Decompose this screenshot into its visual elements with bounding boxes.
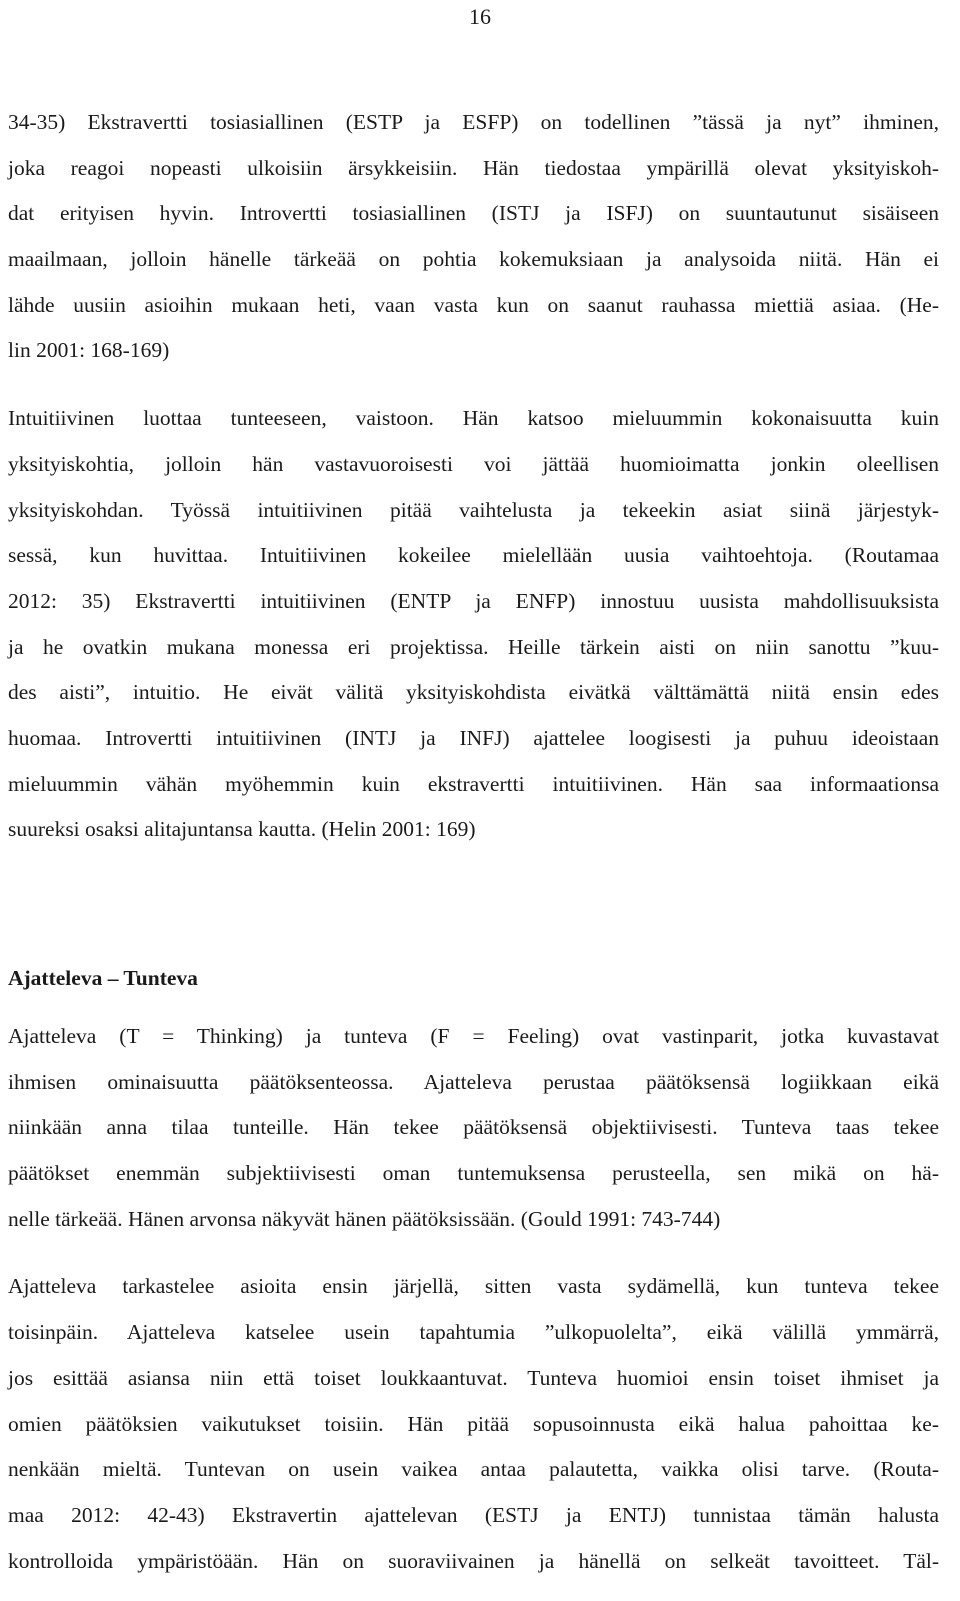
- text-line: Ajatteleva (T = Thinking) ja tunteva (F = Feeling) ovat vastinparit, jotka kuvastavat: [8, 1024, 939, 1048]
- text-line: lähde uusiin asioihin mukaan heti, vaan vasta kun on saanut rauhassa miettiä asiaa. (He-: [8, 292, 939, 317]
- paragraph: [8, 100, 939, 374]
- text-line: lin 2001: 168-169): [8, 338, 170, 363]
- text-line: ihmisen ominaisuutta päätöksenteossa. Ajatteleva perustaa päätöksensä logiikkaan eikä: [8, 1069, 939, 1094]
- text-line: des aisti”, intuitio. He eivät välitä yksityiskohdista eivätkä välttämättä niitä ensin edes: [8, 680, 939, 705]
- text-line: kontrolloida ympäristöään. Hän on suoraviivainen ja hänellä on selkeät tavoitteet. Täl-: [8, 1548, 939, 1573]
- text-line: Intuitiivinen luottaa tunteeseen, vaistoon. Hän katsoo mieluummin kokonaisuutta kuin: [8, 406, 939, 431]
- text-line: huomaa. Introvertti intuitiivinen (INTJ ja INFJ) ajattelee loogisesti ja puhuu ideoistaan: [8, 725, 939, 750]
- section-heading: Ajatteleva – Tunteva: [8, 966, 198, 990]
- text-line: suureksi osaksi alitajuntansa kautta. (Helin 2001: 169): [8, 817, 476, 842]
- paragraph: [8, 1014, 939, 1242]
- text-line: Ajatteleva tarkastelee asioita ensin järjellä, sitten vasta sydämellä, kun tunteva tekee: [8, 1274, 939, 1299]
- text-line: dat erityisen hyvin. Introvertti tosiasiallinen (ISTJ ja ISFJ) on suuntautunut sisäiseen: [8, 201, 939, 226]
- text-line: toisinpäin. Ajatteleva katselee usein tapahtumia ”ulkopuolelta”, eikä välillä ymmärrä,: [8, 1320, 939, 1345]
- text-line: joka reagoi nopeasti ulkoisiin ärsykkeisiin. Hän tiedostaa ympärillä olevat yksityiskoh-: [8, 155, 939, 180]
- text-line: niinkään anna tilaa tunteille. Hän tekee päätöksensä objektiivisesti. Tunteva taas tekee: [8, 1115, 939, 1140]
- text-line: päätökset enemmän subjektiivisesti oman tuntemuksensa perusteella, sen mikä on hä-: [8, 1161, 939, 1186]
- text-line: mieluummin vähän myöhemmin kuin ekstravertti intuitiivinen. Hän saa informaationsa: [8, 771, 939, 796]
- text-line: nenkään mieltä. Tuntevan on usein vaikea antaa palautetta, vaikka olisi tarve. (Routa-: [8, 1457, 939, 1482]
- text-line: 34-35) Ekstravertti tosiasiallinen (ESTP ja ESFP) on todellinen ”tässä ja nyt” ihminen,: [8, 110, 939, 134]
- paragraph: [8, 1264, 939, 1584]
- text-line: nelle tärkeää. Hänen arvonsa näkyvät hänen päätöksissään. (Gould 1991: 743-744): [8, 1206, 721, 1231]
- text-line: yksityiskohtia, jolloin hän vastavuoroisesti voi jättää huomioimatta jonkin oleellisen: [8, 451, 939, 476]
- paragraph: [8, 396, 939, 853]
- text-line: sessä, kun huvittaa. Intuitiivinen kokeilee mielellään uusia vaihtoehtoja. (Routamaa: [8, 543, 939, 568]
- text-line: 2012: 35) Ekstravertti intuitiivinen (ENTP ja ENFP) innostuu uusista mahdollisuuksista: [8, 588, 939, 613]
- page-body: [8, 100, 939, 1584]
- text-line: maailmaan, jolloin hänelle tärkeää on pohtia kokemuksiaan ja analysoida niitä. Hän ei: [8, 247, 939, 272]
- text-line: maa 2012: 42-43) Ekstravertin ajattelevan (ESTJ ja ENTJ) tunnistaa tämän halusta: [8, 1502, 939, 1527]
- text-line: ja he ovatkin mukana monessa eri projektissa. Heille tärkein aisti on niin sanottu ”kuu-: [8, 634, 939, 659]
- text-line: omien päätöksien vaikutukset toisiin. Hän pitää sopusoinnusta eikä halua pahoittaa ke-: [8, 1411, 939, 1436]
- text-line: jos esittää asiansa niin että toiset loukkaantuvat. Tunteva huomioi ensin toiset ihmiset ja: [8, 1365, 939, 1390]
- page-number: 16: [469, 4, 491, 29]
- text-line: yksityiskohdan. Työssä intuitiivinen pitää vaihtelusta ja tekeekin asiat siinä järjestyk-: [8, 497, 939, 522]
